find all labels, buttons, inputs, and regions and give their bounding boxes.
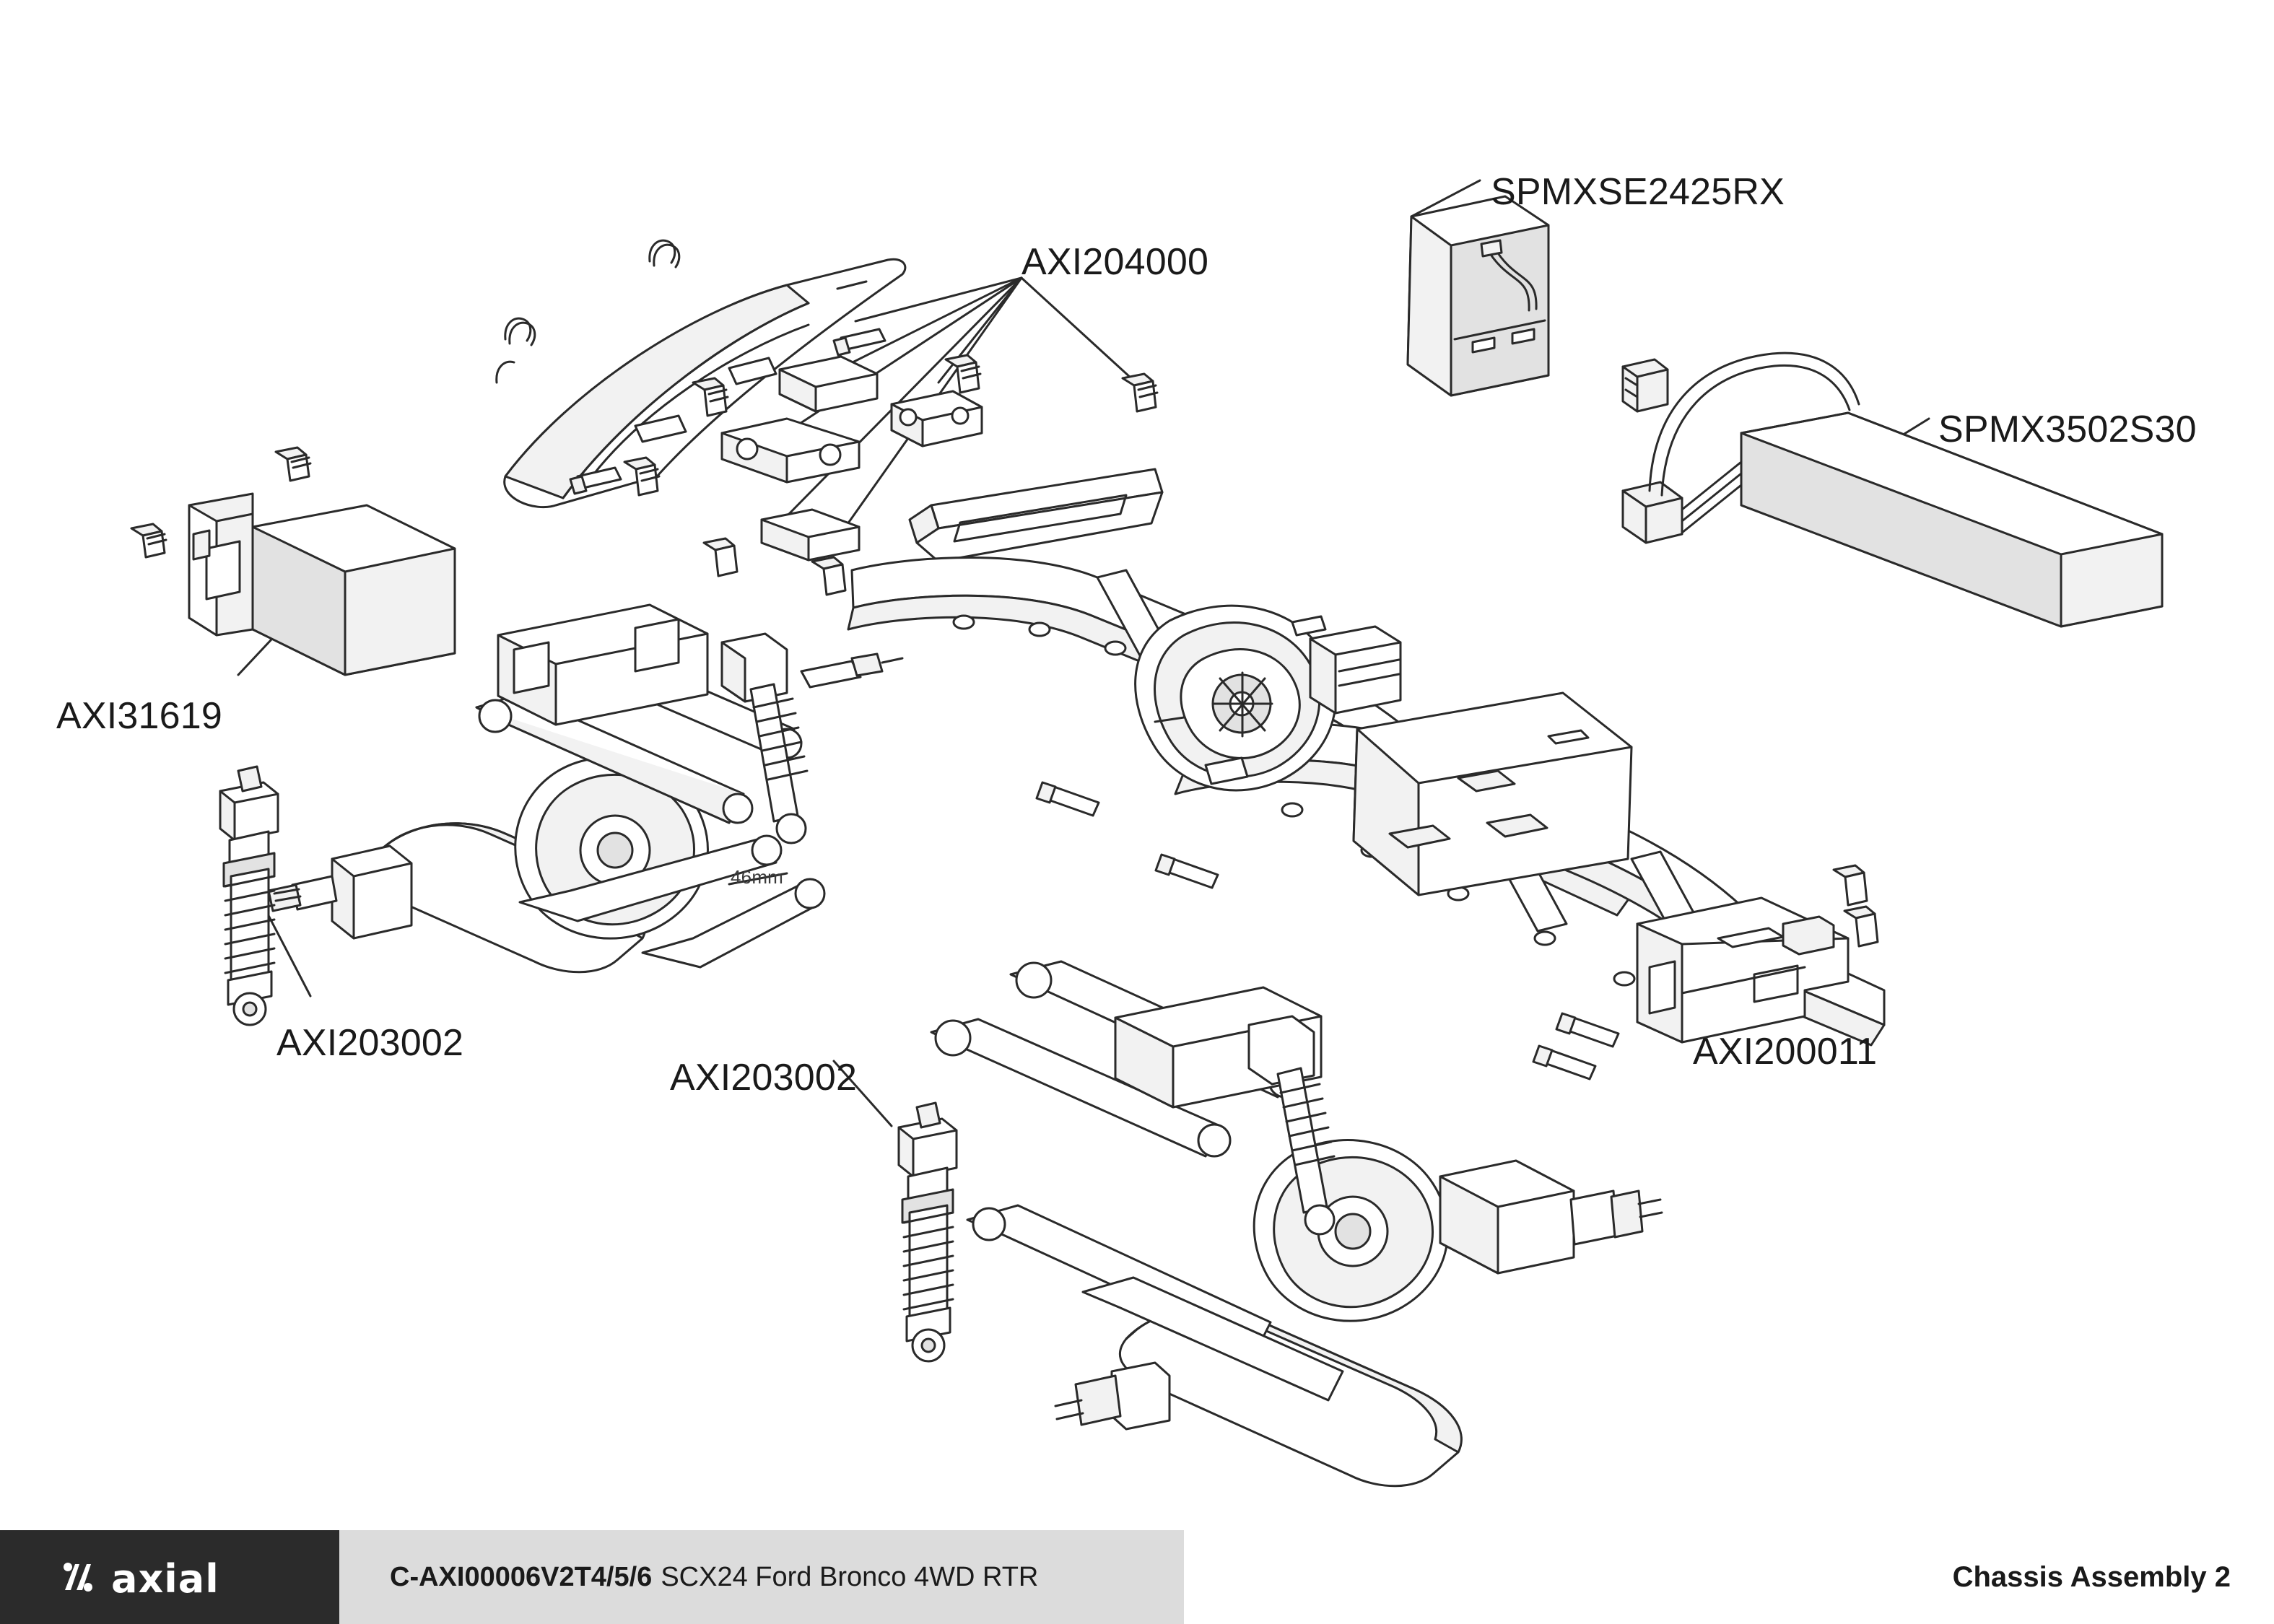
part-battery-spmx3502s30 bbox=[1623, 353, 2162, 627]
callout-axi203002-rear: AXI203002 bbox=[670, 1057, 858, 1099]
screw bbox=[276, 448, 310, 481]
annotation-shock-length: 46mm bbox=[731, 866, 784, 888]
screw bbox=[1037, 782, 1099, 816]
screw bbox=[812, 557, 845, 595]
screw bbox=[704, 538, 737, 576]
screw bbox=[1834, 865, 1867, 905]
screw bbox=[834, 329, 885, 355]
screw bbox=[946, 355, 980, 393]
screw bbox=[1156, 855, 1218, 888]
screw bbox=[1533, 1046, 1595, 1079]
footer-kit-info bbox=[339, 1530, 1184, 1624]
callout-axi203002-front: AXI203002 bbox=[276, 1022, 464, 1064]
footer-kit-name: SCX24 Ford Bronco 4WD RTR bbox=[661, 1561, 1039, 1592]
footer bbox=[0, 1530, 2274, 1624]
callout-spmx3502s30: SPMX3502S30 bbox=[1938, 409, 2197, 450]
axial-logo-icon bbox=[58, 1557, 98, 1597]
footer-section-block bbox=[1184, 1530, 2274, 1624]
screw bbox=[1123, 374, 1157, 411]
footer-brand-text: axial bbox=[111, 1555, 219, 1602]
screw bbox=[1556, 1013, 1619, 1047]
callout-axi200011: AXI200011 bbox=[1693, 1031, 1878, 1073]
part-receiver-spmxse2425rx bbox=[1408, 196, 1548, 396]
screw bbox=[1844, 907, 1878, 946]
part-rear-axle-assembly bbox=[931, 961, 1662, 1486]
footer-brand bbox=[0, 1530, 339, 1624]
screw bbox=[131, 524, 166, 557]
part-shock-rear-axi203002 bbox=[899, 1103, 957, 1361]
callout-spmxse2425rx: SPMXSE2425RX bbox=[1491, 171, 1785, 213]
callout-axi31619: AXI31619 bbox=[56, 695, 223, 737]
part-shock-front-axi203002 bbox=[220, 767, 278, 1025]
footer-section-title: Chassis Assembly 2 bbox=[1952, 1560, 2231, 1593]
part-servo-axi31619 bbox=[131, 448, 455, 675]
footer-kit-code: C-AXI00006V2T4/5/6 bbox=[390, 1561, 653, 1592]
callout-axi204000: AXI204000 bbox=[1021, 241, 1209, 283]
